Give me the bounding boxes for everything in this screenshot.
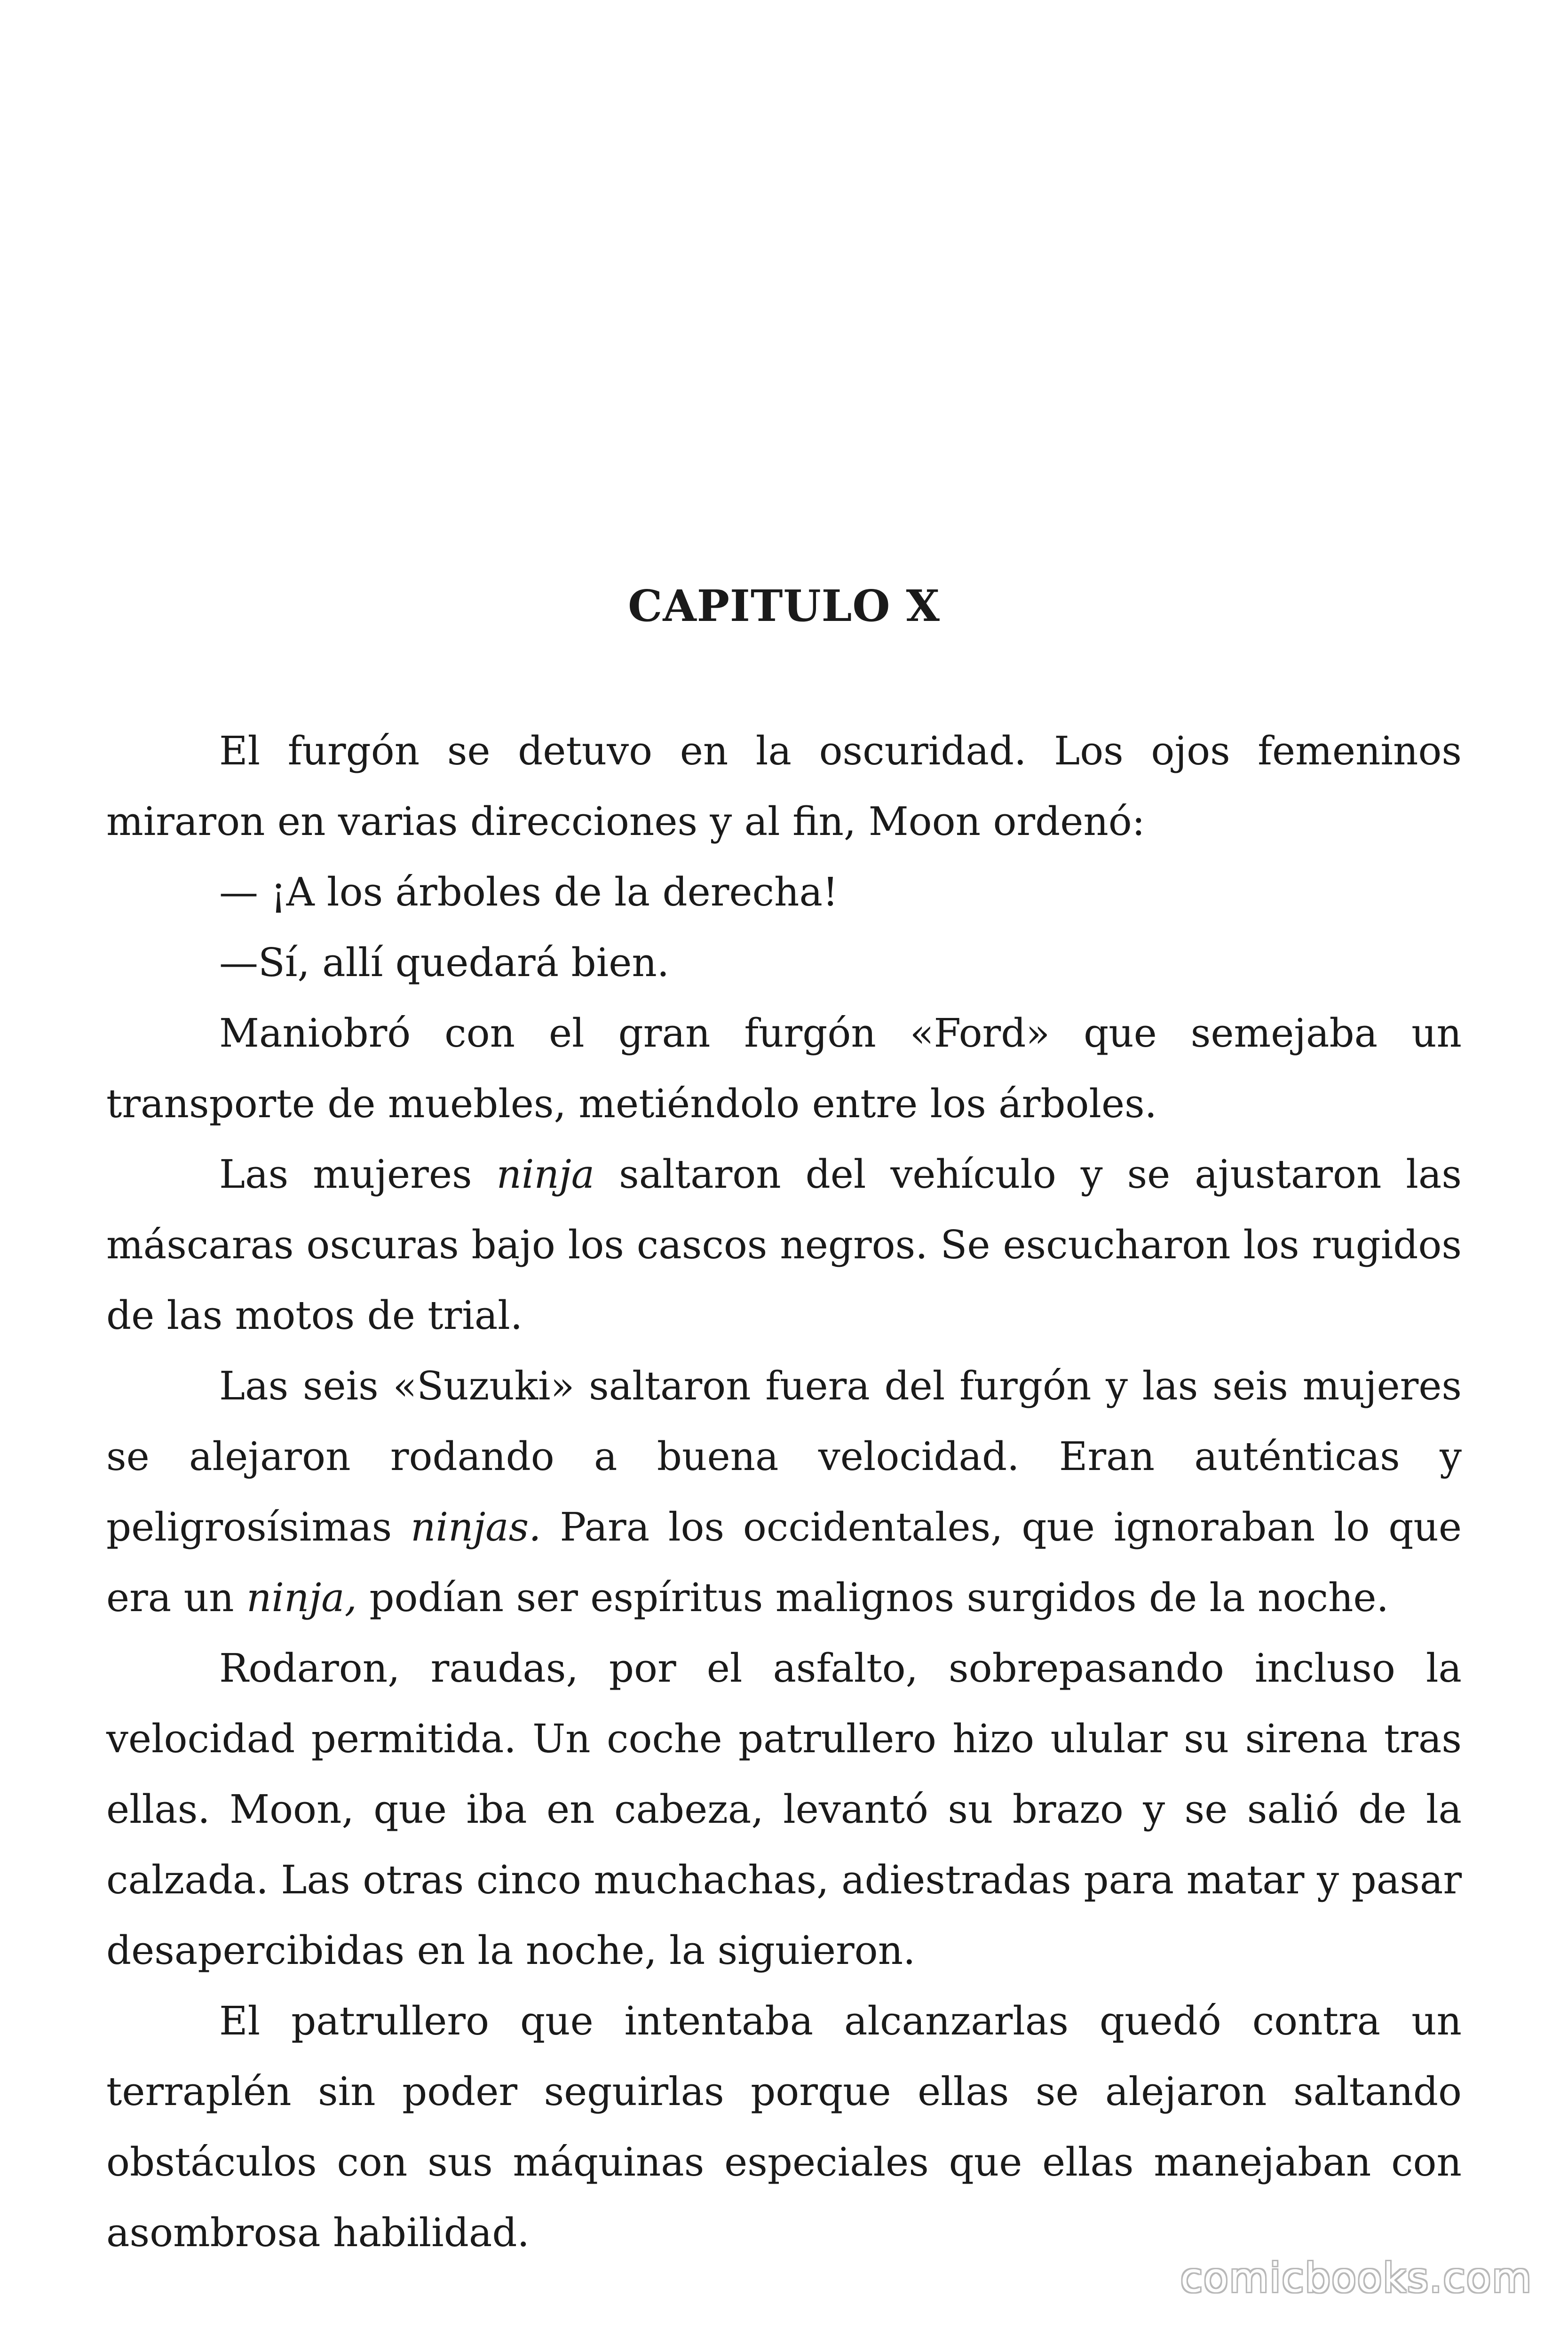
italic-term: ninja	[496, 1152, 595, 1197]
paragraph	[106, 1139, 1462, 1351]
text-run: podían ser espíritus malignos surgidos de la noche.	[357, 1575, 1389, 1621]
italic-term: ninja,	[246, 1575, 357, 1621]
text-run: saltaron del vehículo y se ajustaron las máscaras oscuras bajo los cascos negros. Se escucharon los rugidos de las motos de trial.	[106, 1152, 1462, 1338]
paragraph	[106, 1351, 1462, 1633]
dialogue-line: — ¡A los árboles de la derecha!	[219, 869, 839, 915]
text-run: Las seis «Suzuki» saltaron fuera del furgón y las seis mujeres se alejaron rodando a buena velocidad. Eran auténticas y peligrosísimas	[106, 1363, 1462, 1550]
paragraph: Rodaron, raudas, por el asfalto, sobrepasando incluso la velocidad permitida. Un coche patrullero hizo ulular su sirena tras ellas. Moon, que iba en cabeza, levantó su brazo y se salió de la calzada. Las otras cinco muchachas, adiestradas para matar y pasar desapercibidas en la noche, la siguieron.	[106, 1645, 1462, 1973]
chapter-body	[106, 716, 1462, 2268]
paragraph: Maniobró con el gran furgón «Ford» que semejaba un transporte de muebles, metiéndolo entre los árboles.	[106, 1010, 1462, 1127]
text-run: Las mujeres	[219, 1152, 497, 1197]
chapter-title: CAPITULO X	[628, 580, 940, 631]
paragraph: El patrullero que intentaba alcanzarlas quedó contra un terraplén sin poder seguirlas porque ellas se alejaron saltando obstáculos con sus máquinas especiales que ellas manejaban con asombrosa habilidad.	[106, 1998, 1462, 2256]
dialogue-line: —Sí, allí quedará bien.	[219, 940, 670, 985]
paragraph: El furgón se detuvo en la oscuridad. Los ojos femeninos miraron en varias direcciones y al fin, Moon ordenó:	[106, 728, 1462, 844]
italic-term: ninjas.	[410, 1504, 541, 1550]
text-run: Para los occidentales, que ignoraban lo que era un	[106, 1504, 1462, 1621]
site-watermark: comicbooks.com	[1180, 2255, 1532, 2302]
